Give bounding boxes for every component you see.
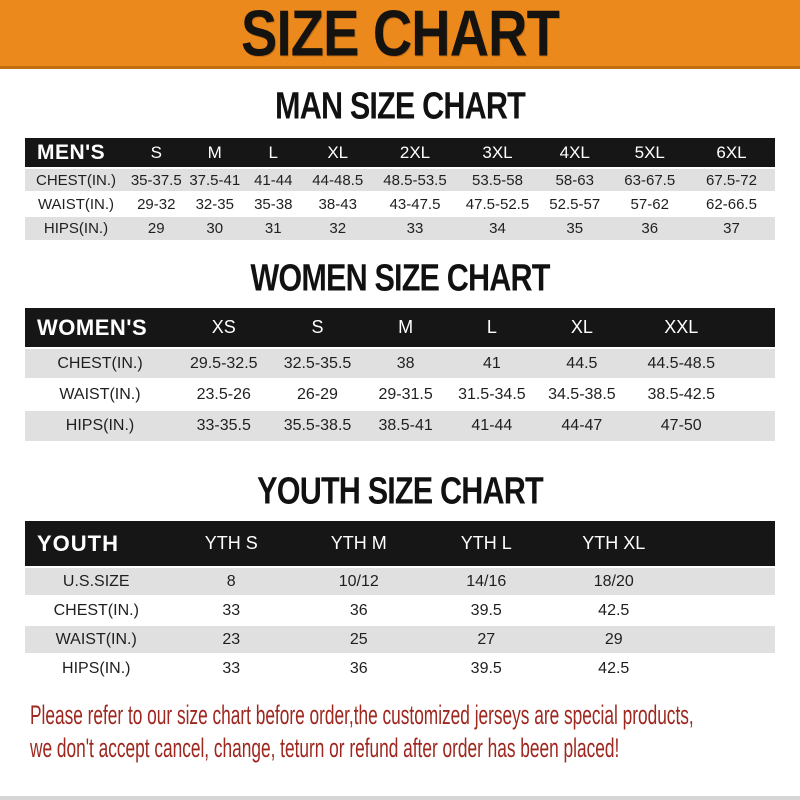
size-value-cell: 42.5 [550, 654, 678, 683]
size-value-cell: 36 [611, 216, 688, 240]
size-value-cell: 31.5-34.5 [449, 379, 535, 410]
men-size-table [25, 138, 775, 240]
blank-cell [734, 379, 775, 410]
table-corner-label: MEN'S [25, 138, 127, 168]
row-label: HIPS(IN.) [25, 216, 127, 240]
size-value-cell: 30 [186, 216, 245, 240]
table-header-row [25, 521, 775, 567]
table-corner-label: WOMEN'S [25, 308, 175, 348]
size-value-cell: 53.5-58 [457, 168, 538, 192]
size-value-cell: 58-63 [538, 168, 612, 192]
size-value-cell: 34 [457, 216, 538, 240]
size-value-cell: 38.5-41 [363, 410, 449, 441]
table-header-row [25, 138, 775, 168]
table-row [25, 625, 775, 654]
size-value-cell: 8 [168, 567, 296, 596]
size-value-cell: 23.5-26 [175, 379, 273, 410]
blank-cell [678, 625, 776, 654]
size-value-cell: 36 [295, 596, 423, 625]
size-value-cell: 33 [168, 596, 296, 625]
size-column-header: YTH S [168, 521, 296, 567]
size-value-cell: 37 [688, 216, 775, 240]
size-value-cell: 10/12 [295, 567, 423, 596]
size-column-header: 6XL [688, 138, 775, 168]
women-section-title: WOMEN SIZE CHART [250, 255, 550, 299]
size-value-cell: 41-44 [244, 168, 303, 192]
size-column-header: L [244, 138, 303, 168]
size-value-cell: 33 [373, 216, 457, 240]
size-value-cell: 48.5-53.5 [373, 168, 457, 192]
size-value-cell: 32-35 [186, 192, 245, 216]
row-label: CHEST(IN.) [25, 168, 127, 192]
footer-note [0, 699, 800, 765]
table-row [25, 567, 775, 596]
size-value-cell: 18/20 [550, 567, 678, 596]
size-value-cell: 44-47 [535, 410, 629, 441]
size-value-cell: 23 [168, 625, 296, 654]
youth-section-title: YOUTH SIZE CHART [257, 468, 543, 512]
blank-cell [678, 521, 776, 567]
youth-size-table [25, 521, 775, 683]
blank-cell [734, 308, 775, 348]
size-column-header: L [449, 308, 535, 348]
size-column-header: 3XL [457, 138, 538, 168]
size-value-cell: 62-66.5 [688, 192, 775, 216]
size-value-cell: 38 [363, 348, 449, 379]
blank-cell [678, 567, 776, 596]
table-row [25, 192, 775, 216]
size-value-cell: 34.5-38.5 [535, 379, 629, 410]
size-column-header: YTH M [295, 521, 423, 567]
size-value-cell: 25 [295, 625, 423, 654]
size-value-cell: 44.5 [535, 348, 629, 379]
youth-section [0, 468, 800, 683]
size-value-cell: 29.5-32.5 [175, 348, 273, 379]
size-value-cell: 57-62 [611, 192, 688, 216]
table-row [25, 379, 775, 410]
size-column-header: XL [535, 308, 629, 348]
size-value-cell: 29 [127, 216, 186, 240]
row-label: U.S.SIZE [25, 567, 168, 596]
row-label: CHEST(IN.) [25, 596, 168, 625]
size-value-cell: 32 [303, 216, 373, 240]
size-column-header: XS [175, 308, 273, 348]
size-value-cell: 67.5-72 [688, 168, 775, 192]
table-header-row [25, 308, 775, 348]
size-column-header: M [363, 308, 449, 348]
size-value-cell: 41 [449, 348, 535, 379]
size-value-cell: 38-43 [303, 192, 373, 216]
blank-cell [734, 348, 775, 379]
row-label: HIPS(IN.) [25, 410, 175, 441]
size-value-cell: 39.5 [423, 596, 551, 625]
size-value-cell: 27 [423, 625, 551, 654]
size-value-cell: 35.5-38.5 [273, 410, 363, 441]
size-value-cell: 47-50 [629, 410, 734, 441]
size-column-header: 4XL [538, 138, 612, 168]
size-value-cell: 39.5 [423, 654, 551, 683]
table-row [25, 596, 775, 625]
size-value-cell: 35 [538, 216, 612, 240]
size-value-cell: 32.5-35.5 [273, 348, 363, 379]
note-line-1: Please refer to our size chart before order,the customized jerseys are special products, [30, 700, 694, 730]
size-value-cell: 26-29 [273, 379, 363, 410]
size-value-cell: 35-38 [244, 192, 303, 216]
bottom-edge-strip [0, 796, 800, 800]
row-label: CHEST(IN.) [25, 348, 175, 379]
size-value-cell: 43-47.5 [373, 192, 457, 216]
size-value-cell: 63-67.5 [611, 168, 688, 192]
size-value-cell: 33 [168, 654, 296, 683]
size-value-cell: 47.5-52.5 [457, 192, 538, 216]
page-title: SIZE CHART [241, 0, 559, 69]
size-value-cell: 37.5-41 [186, 168, 245, 192]
size-column-header: S [273, 308, 363, 348]
blank-cell [734, 410, 775, 441]
women-section [0, 255, 800, 441]
table-row [25, 348, 775, 379]
row-label: WAIST(IN.) [25, 625, 168, 654]
size-column-header: S [127, 138, 186, 168]
table-corner-label: YOUTH [25, 521, 168, 567]
size-value-cell: 42.5 [550, 596, 678, 625]
men-section-title: MAN SIZE CHART [275, 83, 525, 127]
size-column-header: XL [303, 138, 373, 168]
women-size-table [25, 308, 775, 441]
size-value-cell: 29-31.5 [363, 379, 449, 410]
size-column-header: YTH XL [550, 521, 678, 567]
size-value-cell: 29-32 [127, 192, 186, 216]
row-label: WAIST(IN.) [25, 379, 175, 410]
size-value-cell: 41-44 [449, 410, 535, 441]
table-row [25, 168, 775, 192]
size-value-cell: 44.5-48.5 [629, 348, 734, 379]
size-value-cell: 36 [295, 654, 423, 683]
table-row [25, 216, 775, 240]
size-value-cell: 52.5-57 [538, 192, 612, 216]
table-row [25, 654, 775, 683]
size-value-cell: 38.5-42.5 [629, 379, 734, 410]
size-value-cell: 35-37.5 [127, 168, 186, 192]
blank-cell [678, 654, 776, 683]
blank-cell [678, 596, 776, 625]
size-column-header: XXL [629, 308, 734, 348]
table-row [25, 410, 775, 441]
size-value-cell: 33-35.5 [175, 410, 273, 441]
size-value-cell: 29 [550, 625, 678, 654]
row-label: HIPS(IN.) [25, 654, 168, 683]
size-value-cell: 44-48.5 [303, 168, 373, 192]
men-section [0, 83, 800, 240]
size-value-cell: 31 [244, 216, 303, 240]
note-line-2: we don't accept cancel, change, teturn or refund after order has been placed! [30, 733, 620, 763]
size-value-cell: 14/16 [423, 567, 551, 596]
banner [0, 0, 800, 69]
size-column-header: YTH L [423, 521, 551, 567]
size-column-header: 2XL [373, 138, 457, 168]
size-column-header: 5XL [611, 138, 688, 168]
row-label: WAIST(IN.) [25, 192, 127, 216]
size-column-header: M [186, 138, 245, 168]
